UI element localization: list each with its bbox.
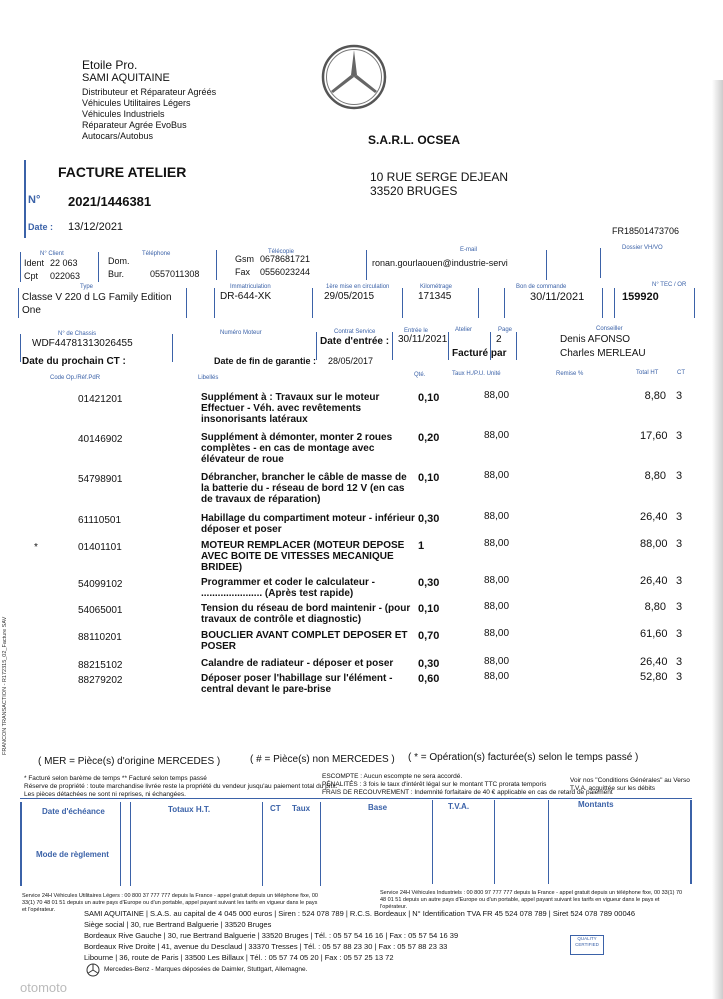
bracket bbox=[392, 332, 393, 360]
date-entree: 30/11/2021 bbox=[398, 334, 448, 345]
bracket bbox=[366, 250, 367, 280]
row-ct: 3 bbox=[676, 575, 683, 587]
warranty-end: 28/05/2017 bbox=[328, 356, 374, 366]
row-ct: 3 bbox=[676, 628, 683, 640]
row-total: 26,40 bbox=[640, 511, 668, 523]
footer-line-3: Bordeaux Rive Gauche | 30, rue Bertrand Balguerie | 33520 Bruges | Tél. : 05 57 54 16 16 | Fax : 05 57 54 16 39 bbox=[84, 931, 459, 940]
row-total: 26,40 bbox=[640, 575, 668, 587]
row-code: 88110201 bbox=[78, 632, 122, 643]
mercedes-star-icon bbox=[320, 43, 388, 111]
quality-cert-badge: QUALITY CERTIFIED bbox=[570, 935, 604, 955]
footer-line-5: Libourne | 36, route de Paris | 33500 Les Billaux | Tél. : 05 57 74 05 20 | Fax : 05 57 25 13 72 bbox=[84, 953, 394, 962]
row-unit-price: 88,00 bbox=[484, 601, 510, 612]
next-ct-label: Date du prochain CT : bbox=[22, 356, 126, 367]
row-unit-price: 88,00 bbox=[484, 575, 510, 586]
label-taux: Taux bbox=[292, 804, 311, 813]
mercedes-small-icon bbox=[86, 963, 100, 977]
vehicle-first-reg: 29/05/2015 bbox=[324, 291, 375, 302]
customer-ref: FR18501473706 bbox=[612, 226, 680, 236]
summary-border bbox=[548, 800, 549, 884]
vehicle-model-1: Classe V 220 d LG Family Edition bbox=[22, 292, 172, 303]
row-quantity: 0,20 bbox=[418, 432, 440, 444]
label-dossier: Dossier VH/VO bbox=[622, 245, 663, 251]
col-header-remise: Remise % bbox=[556, 371, 584, 377]
legend-star: ( * = Opération(s) facturée(s) selon le temps passé ) bbox=[408, 752, 639, 763]
row-quantity: 1 bbox=[418, 540, 425, 552]
label-immat: Immatriculation bbox=[230, 284, 271, 290]
label-telephone: Téléphone bbox=[142, 251, 171, 257]
row-total: 61,60 bbox=[640, 628, 668, 640]
billed-by-name: Charles MERLEAU bbox=[560, 348, 646, 359]
row-description: Habillage du compartiment moteur - inférieur déposer et poser bbox=[201, 513, 415, 535]
label-client-no: N° Client bbox=[40, 251, 64, 257]
label-reglement: Mode de règlement bbox=[36, 850, 109, 859]
row-code: 54099102 bbox=[78, 579, 123, 590]
dealer-line-6: Réparateur Agrée EvoBus bbox=[82, 120, 187, 130]
row-description: Calandre de radiateur - déposer et poser bbox=[201, 658, 394, 669]
row-ct: 3 bbox=[676, 538, 683, 550]
bracket bbox=[186, 288, 187, 318]
dom-label: Dom. bbox=[108, 256, 130, 266]
bracket bbox=[316, 332, 317, 360]
label-atelier: Atelier bbox=[455, 327, 473, 333]
row-quantity: 0,30 bbox=[418, 658, 440, 670]
note-mid-1: ESCOMPTE : Aucun escompte ne sera accordé. bbox=[322, 773, 463, 780]
invoice-title: FACTURE ATELIER bbox=[58, 164, 187, 180]
footer-line-4: Bordeaux Rive Droite | 41, avenue du Desclaud | 33370 Tresses | Tél. : 05 57 88 23 30 | Fax : 05 57 88 23 33 bbox=[84, 942, 448, 951]
label-page: Page bbox=[498, 327, 513, 333]
note-right-1: Voir nos "Conditions Générales" au Verso bbox=[570, 777, 690, 784]
row-unit-price: 88,00 bbox=[484, 538, 510, 549]
advisor-name: Denis AFONSO bbox=[560, 334, 631, 345]
row-code: 01421201 bbox=[78, 394, 123, 405]
row-code: 61110501 bbox=[78, 515, 122, 526]
warranty-label: Date de fin de garantie : bbox=[214, 356, 317, 366]
row-quantity: 0,70 bbox=[418, 630, 440, 642]
summary-border bbox=[690, 800, 692, 884]
note-right-2: T.V.A. acquittée sur les débits bbox=[570, 785, 656, 792]
row-total: 88,00 bbox=[640, 538, 668, 550]
summary-border bbox=[320, 802, 321, 886]
bracket bbox=[216, 250, 217, 280]
row-quantity: 0,10 bbox=[418, 472, 440, 484]
bracket bbox=[504, 288, 505, 318]
row-code: 88215102 bbox=[78, 660, 123, 671]
date-entree-label: Date d'entrée : bbox=[320, 336, 390, 347]
label-moteur: Numéro Moteur bbox=[220, 330, 262, 336]
row-unit-price: 88,00 bbox=[484, 430, 510, 441]
row-unit-price: 88,00 bbox=[484, 390, 510, 401]
col-header-ct: CT bbox=[677, 370, 685, 376]
row-code: 40146902 bbox=[78, 434, 123, 445]
summary-top-rule bbox=[20, 798, 692, 799]
gsm-label: Gsm bbox=[235, 254, 254, 264]
row-total: 8,80 bbox=[644, 601, 666, 613]
label-mise-circ: 1ère mise en circulation bbox=[326, 284, 390, 290]
note-mid-3: FRAIS DE RECOUVREMENT : Indemnité forfaitaire de 40 € applicable en cas de retard de paiement bbox=[322, 789, 613, 796]
email-value: ronan.gourlaouen@industrie-servi bbox=[372, 258, 508, 268]
bracket bbox=[172, 334, 173, 362]
bracket bbox=[312, 288, 313, 318]
label-conseiller: Conseiller bbox=[596, 326, 623, 332]
label-entree: Entrée le bbox=[404, 328, 429, 334]
side-reference: FRANCON TRANSACTION - R172315_02_Facture SAV bbox=[2, 616, 8, 755]
row-quantity: 0,10 bbox=[418, 603, 440, 615]
label-totaux: Totaux H.T. bbox=[168, 805, 211, 814]
customer-city: 33520 BRUGES bbox=[370, 184, 458, 198]
bracket bbox=[214, 288, 215, 318]
row-unit-price: 88,00 bbox=[484, 470, 510, 481]
label-telecopie: Télécopie bbox=[268, 249, 295, 255]
vehicle-model-2: One bbox=[22, 305, 41, 316]
row-total: 8,80 bbox=[644, 470, 666, 482]
facture-par-label: Facturé par bbox=[452, 348, 507, 359]
row-quantity: 0,30 bbox=[418, 513, 440, 525]
invoice-date-label: Date : bbox=[28, 222, 54, 232]
row-description: Programmer et coder le calculateur - ...................... (Après test rapide) bbox=[201, 577, 375, 599]
row-ct: 3 bbox=[676, 430, 683, 442]
vehicle-plate: DR-644-XK bbox=[220, 291, 272, 302]
row-description: Débrancher, brancher le câble de masse de la batterie du - réseau de bord 12 V (en cas de travaux de réparation) bbox=[201, 472, 407, 505]
dealer-line-7: Autocars/Autobus bbox=[82, 131, 154, 141]
label-chassis: N° de Chassis bbox=[58, 331, 97, 337]
row-total: 8,80 bbox=[644, 390, 666, 402]
invoice-number: 2021/1446381 bbox=[68, 194, 152, 209]
row-ct: 3 bbox=[676, 390, 683, 402]
summary-border bbox=[432, 800, 433, 884]
service-vi: Service 24H Véhicules Industriels : 00 800 97 777 777 depuis la France - appel gratuit depuis un téléphone fixe, 00 33(1) 70 48 01 51 depuis un autre pays d'Europe ou d'un portable, appel payant suivant les tarifs en vigueur dans le pays et l'opérateur. bbox=[380, 890, 683, 910]
bracket bbox=[20, 334, 21, 362]
row-description: BOUCLIER AVANT COMPLET DEPOSER ET POSER bbox=[201, 630, 408, 652]
row-total: 17,60 bbox=[640, 430, 668, 442]
cpt-value: 022063 bbox=[50, 271, 81, 281]
fax-value: 0556023244 bbox=[260, 267, 311, 277]
dealer-line-3: Distributeur et Réparateur Agréés bbox=[82, 87, 217, 97]
col-header-total: Total HT bbox=[636, 370, 659, 376]
row-code: 54065001 bbox=[78, 605, 123, 616]
bracket bbox=[600, 248, 601, 278]
dealer-line-1: Etoile Pro. bbox=[82, 58, 138, 72]
col-header-libelles: Libellés bbox=[198, 375, 219, 381]
row-description: Supplément à démonter, monter 2 roues complètes - en cas de montage avec élévateur de roue bbox=[201, 432, 393, 465]
col-header-code: Code Op./Réf.PdR bbox=[50, 375, 101, 381]
summary-border bbox=[494, 800, 495, 884]
atelier-value: 2 bbox=[496, 334, 502, 345]
row-description: MOTEUR REMPLACER (MOTEUR DEPOSE AVEC BOITE DE VITESSES MECANIQUE BRIDEE) bbox=[201, 540, 405, 573]
service-vul: Service 24H Véhicules Utilitaires Légers : 00 800 37 777 777 depuis la France - appel gratuit depuis un téléphone fixe, 00 33(1) 70 48 01 51 depuis un autre pays d'Europe ou d'un portable, appel payant suivant les tarifs en vigueur dans le pays et l'opérateur. bbox=[22, 893, 318, 913]
bur-label: Bur. bbox=[108, 269, 125, 279]
bur-value: 0557011308 bbox=[150, 269, 200, 279]
row-quantity: 0,60 bbox=[418, 673, 440, 685]
label-email: E-mail bbox=[460, 247, 478, 253]
bracket bbox=[602, 288, 603, 318]
label-ntec: N° TEC / OR bbox=[652, 282, 687, 288]
bracket bbox=[516, 332, 517, 360]
row-unit-price: 88,00 bbox=[484, 656, 510, 667]
label-type: Type bbox=[80, 284, 94, 290]
footer-line-1: SAMI AQUITAINE | S.A.S. au capital de 4 045 000 euros | Siren : 524 078 789 | R.C.S. Bordeaux | N° Identification TVA FR 45 524 078 789 | Siret 524 078 789 00046 bbox=[84, 909, 635, 918]
cpt-label: Cpt bbox=[24, 271, 39, 281]
ident-value: 22 063 bbox=[50, 258, 78, 268]
footer-line-2: Siège social | 30, rue Bertrand Balguerie | 33520 Bruges bbox=[84, 920, 272, 929]
ident-label: Ident bbox=[24, 258, 45, 268]
label-echeance: Date d'échéance bbox=[42, 807, 105, 816]
summary-border bbox=[120, 802, 121, 886]
summary-border bbox=[130, 802, 131, 886]
label-tva: T.V.A. bbox=[448, 802, 470, 811]
bracket bbox=[98, 252, 99, 282]
row-total: 26,40 bbox=[640, 656, 668, 668]
row-ct: 3 bbox=[676, 671, 683, 683]
row-description: Déposer poser l'habillage sur l'élément - central devant le pare-brise bbox=[201, 673, 393, 695]
summary-border bbox=[262, 802, 263, 886]
bracket bbox=[694, 288, 695, 318]
bracket bbox=[546, 250, 547, 280]
label-montants: Montants bbox=[578, 800, 614, 809]
dealer-line-4: Véhicules Utilitaires Légers bbox=[82, 98, 191, 108]
page-edge bbox=[712, 80, 723, 999]
fax-label: Fax bbox=[235, 267, 251, 277]
label-km: Kilométrage bbox=[420, 284, 453, 290]
row-quantity: 0,10 bbox=[418, 392, 440, 404]
row-total: 52,80 bbox=[640, 671, 668, 683]
legend-mer: ( MER = Pièce(s) d'origine MERCEDES ) bbox=[38, 756, 221, 767]
col-header-pu: Taux H./P.U. Unité bbox=[452, 371, 501, 377]
note-left-2: Réserve de propriété : toute marchandise livrée reste la propriété du vendeur jusqu'au paiement total du prix. bbox=[24, 783, 338, 790]
row-ct: 3 bbox=[676, 601, 683, 613]
vehicle-vin: WDF44781313026455 bbox=[32, 338, 133, 349]
bracket bbox=[18, 288, 19, 318]
bracket bbox=[614, 288, 615, 318]
vehicle-order-date: 30/11/2021 bbox=[530, 291, 585, 303]
legend-hash: ( # = Pièce(s) non MERCEDES ) bbox=[250, 754, 395, 765]
row-unit-price: 88,00 bbox=[484, 671, 510, 682]
bracket bbox=[448, 332, 449, 360]
note-mid-2: PÉNALITÉS : 3 fois le taux d'intérêt légal sur le montant TTC prorata temporis bbox=[322, 781, 547, 788]
customer-street: 10 RUE SERGE DEJEAN bbox=[370, 170, 509, 184]
invoice-number-label: N° bbox=[28, 194, 41, 206]
label-base: Base bbox=[368, 803, 388, 812]
row-ct: 3 bbox=[676, 656, 683, 668]
row-ct: 3 bbox=[676, 511, 683, 523]
dealer-line-2: SAMI AQUITAINE bbox=[82, 72, 170, 84]
bracket bbox=[402, 288, 403, 318]
vehicle-or-number: 159920 bbox=[622, 291, 659, 303]
row-quantity: 0,30 bbox=[418, 577, 440, 589]
invoice-date: 13/12/2021 bbox=[68, 221, 124, 233]
row-code: 54798901 bbox=[78, 474, 123, 485]
row-description: Tension du réseau de bord maintenir - (pour travaux de contrôle et diagnostic) bbox=[201, 603, 411, 625]
label-contrat: Contrat Service bbox=[334, 329, 376, 335]
row-star: * bbox=[34, 542, 38, 553]
watermark: otomoto bbox=[20, 980, 67, 995]
row-description: Supplément à : Travaux sur le moteur Effectuer - Véh. avec revêtements insonorisants latéraux bbox=[201, 392, 380, 425]
summary-border bbox=[20, 802, 22, 886]
col-header-qte: Qté. bbox=[414, 372, 426, 378]
note-left-1: * Facturé selon barème de temps ** Facturé selon temps passé bbox=[24, 775, 207, 782]
row-code: 01401101 bbox=[78, 542, 122, 553]
bracket bbox=[478, 288, 479, 318]
row-ct: 3 bbox=[676, 470, 683, 482]
vehicle-km: 171345 bbox=[418, 291, 452, 302]
row-unit-price: 88,00 bbox=[484, 628, 510, 639]
invoice-box-border bbox=[24, 160, 26, 238]
row-code: 88279202 bbox=[78, 675, 123, 686]
gsm-value: 0678681721 bbox=[260, 254, 311, 264]
note-left-3: Les pièces détachées ne sont ni reprises, ni échangées. bbox=[24, 791, 186, 798]
label-bon-commande: Bon de commande bbox=[516, 284, 567, 290]
dealer-line-5: Véhicules Industriels bbox=[82, 109, 165, 119]
bracket bbox=[20, 252, 21, 282]
label-ct: CT bbox=[270, 804, 281, 813]
row-unit-price: 88,00 bbox=[484, 511, 510, 522]
customer-name: S.A.R.L. OCSEA bbox=[368, 133, 461, 147]
daimler-note: Mercedes-Benz - Marques déposées de Daimler, Stuttgart, Allemagne. bbox=[104, 966, 308, 973]
